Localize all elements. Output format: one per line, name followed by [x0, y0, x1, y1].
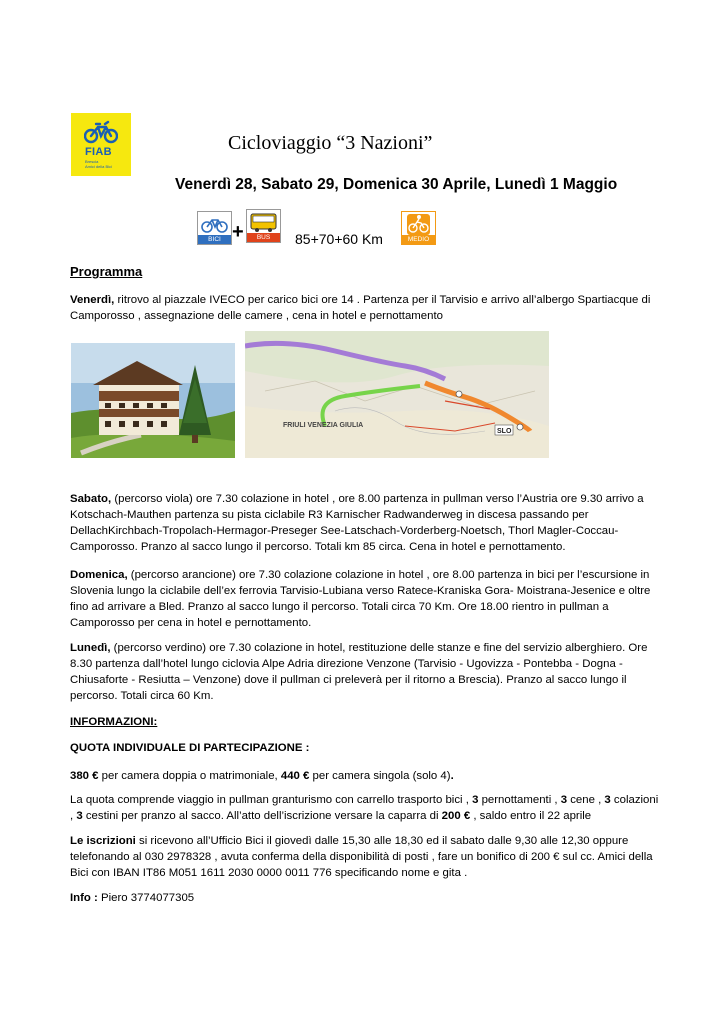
- quota-heading: QUOTA INDIVIDUALE DI PARTECIPAZIONE :: [70, 742, 310, 754]
- price-end: .: [450, 770, 454, 782]
- price-single-text: per camera singola (solo 4): [309, 770, 451, 782]
- iscrizioni-label: Le iscrizioni: [70, 835, 136, 847]
- count-nights: 3: [472, 794, 479, 806]
- iscrizioni-paragraph: [70, 833, 660, 881]
- includes-text-a: La quota comprende viaggio in pullman granturismo con carrello trasporto bici ,: [70, 794, 473, 806]
- friday-paragraph: [70, 292, 660, 324]
- saturday-day: Sabato,: [70, 493, 112, 505]
- monday-text: (percorso verdino) ore 7.30 colazione in hotel, restituzione delle stanze e fine del servizio alberghiero. Ore 8.30 partenza dall’hotel lungo ciclovia Alpe Adria direzione Venzone (Tarvisio - Ugovizza - Pontebba - Dogna - Chiusaforte - Resiutta – Venzone) dove il pullman ci preleverà per il ritorno a Brescia). Pranzo al sacco lungo il percorso. Totali circa 60 Km.: [70, 642, 648, 702]
- info-contact: Piero 3774077305: [97, 892, 195, 904]
- bus-badge: [246, 209, 281, 243]
- hotel-photo: [71, 343, 235, 458]
- count-dinners: 3: [560, 794, 568, 806]
- includes-text-e: cestini per pranzo al sacco. All’atto dell’iscrizione versare la caparra di: [82, 810, 442, 822]
- includes-text-b: pernottamenti ,: [478, 794, 561, 806]
- includes-text-d: colazioni ,: [70, 794, 659, 822]
- price-double: 380 €: [70, 770, 99, 782]
- route-map: [245, 331, 549, 458]
- logo-text: FIAB: [85, 146, 112, 158]
- plus-sign: +: [232, 221, 244, 243]
- section-heading: Programma: [70, 264, 143, 279]
- trip-dates: Venerdì 28, Sabato 29, Domenica 30 Aprile, Lunedì 1 Maggio: [175, 176, 618, 193]
- friday-day: Venerdì,: [70, 294, 115, 306]
- friday-text: ritrovo al piazzale IVECO per carico bici ore 14 . Partenza per il Tarvisio e arrivo all’albergo Spartiacque di Camporosso , assegnazione delle camere , cena in hotel e pernottamento: [70, 294, 651, 322]
- monday-paragraph: [70, 640, 660, 704]
- page-title: Cicloviaggio “3 Nazioni”: [228, 132, 433, 154]
- bike-icon: [198, 212, 231, 236]
- includes-text-f: , saldo entro il 22 aprile: [470, 810, 592, 822]
- info-label: Info :: [70, 892, 98, 904]
- medio-label: MEDIO: [402, 235, 435, 244]
- count-lunches: 3: [76, 810, 83, 822]
- sunday-text: (percorso arancione) ore 7.30 colazione colazione in hotel , ore 8.00 partenza in bici per l’escursione in Slovenia lungo la ciclabile dell’ex ferrovia Tarvisio-Lubiana verso Ratece-Kraniska Gora- Moistrana-Jesenice e oltre fino ad arrivare a Bled. Pranzo al sacco lungo il percorso. Totali circa 70 Km. Ore 18.00 rientro in pullman a Camporosso per cena in hotel e pernottamento.: [70, 569, 651, 629]
- count-breakfasts: 3: [604, 794, 611, 806]
- iscrizioni-text: si ricevono all’Ufficio Bici il giovedì dalle 15,30 alle 18,30 ed il sabato dalle 9,30 alle 12,30 oppure telefonando al 030 2978328 , avuta conferma della disponibilità di posti , fare un bonifico di 200 € sul cc. Amici della Bici con IBAN IT86 M051 1611 2030 0000 0011 776 specificando nome e gita .: [70, 835, 653, 879]
- cyclist-icon: [402, 212, 435, 236]
- sunday-paragraph: [70, 567, 660, 631]
- medio-badge: [401, 211, 436, 245]
- includes-text-c: cene ,: [567, 794, 605, 806]
- total-km: 85+70+60 Km: [295, 231, 383, 247]
- bici-label: BICI: [198, 235, 231, 244]
- fiab-logo: [71, 113, 131, 176]
- price-single: 440 €: [280, 770, 310, 782]
- logo-subtext: Brescia Amici della Bici: [85, 159, 112, 169]
- includes-paragraph: [70, 792, 660, 824]
- bus-icon: [247, 210, 280, 234]
- deposit-amount: 200 €: [441, 810, 471, 822]
- prices-line: [70, 768, 660, 784]
- sunday-day: Domenica,: [70, 569, 128, 581]
- bus-label: BUS: [247, 233, 280, 242]
- info-line: [70, 890, 660, 906]
- map-region-label: FRIULI VENEZIA GIULIA: [283, 422, 364, 429]
- saturday-paragraph: [70, 491, 660, 555]
- saturday-text: (percorso viola) ore 7.30 colazione in hotel , ore 8.00 partenza in pullman verso l’Austria ore 9.30 arrivo a Kotschach-Mauthen partenza su pista ciclabile R3 Karnischer Radwanderweg in discesa passando per DellachKirchbach-Tropolach-Hermagor-Preseger See-Latschach-Vorderberg-Noetsch, Thorl Magler-Coccau-Camporosso. Pranzo al sacco lungo il percorso. Totali km 85 circa. Cena in hotel e pernottamento.: [70, 493, 644, 553]
- price-double-text: per camera doppia o matrimoniale,: [98, 770, 281, 782]
- map-slo-label: SLO: [497, 428, 512, 435]
- bici-badge: [197, 211, 232, 245]
- monday-day: Lunedì,: [70, 642, 111, 654]
- informazioni-heading: INFORMAZIONI:: [70, 716, 158, 728]
- bicycle-icon: [84, 119, 118, 145]
